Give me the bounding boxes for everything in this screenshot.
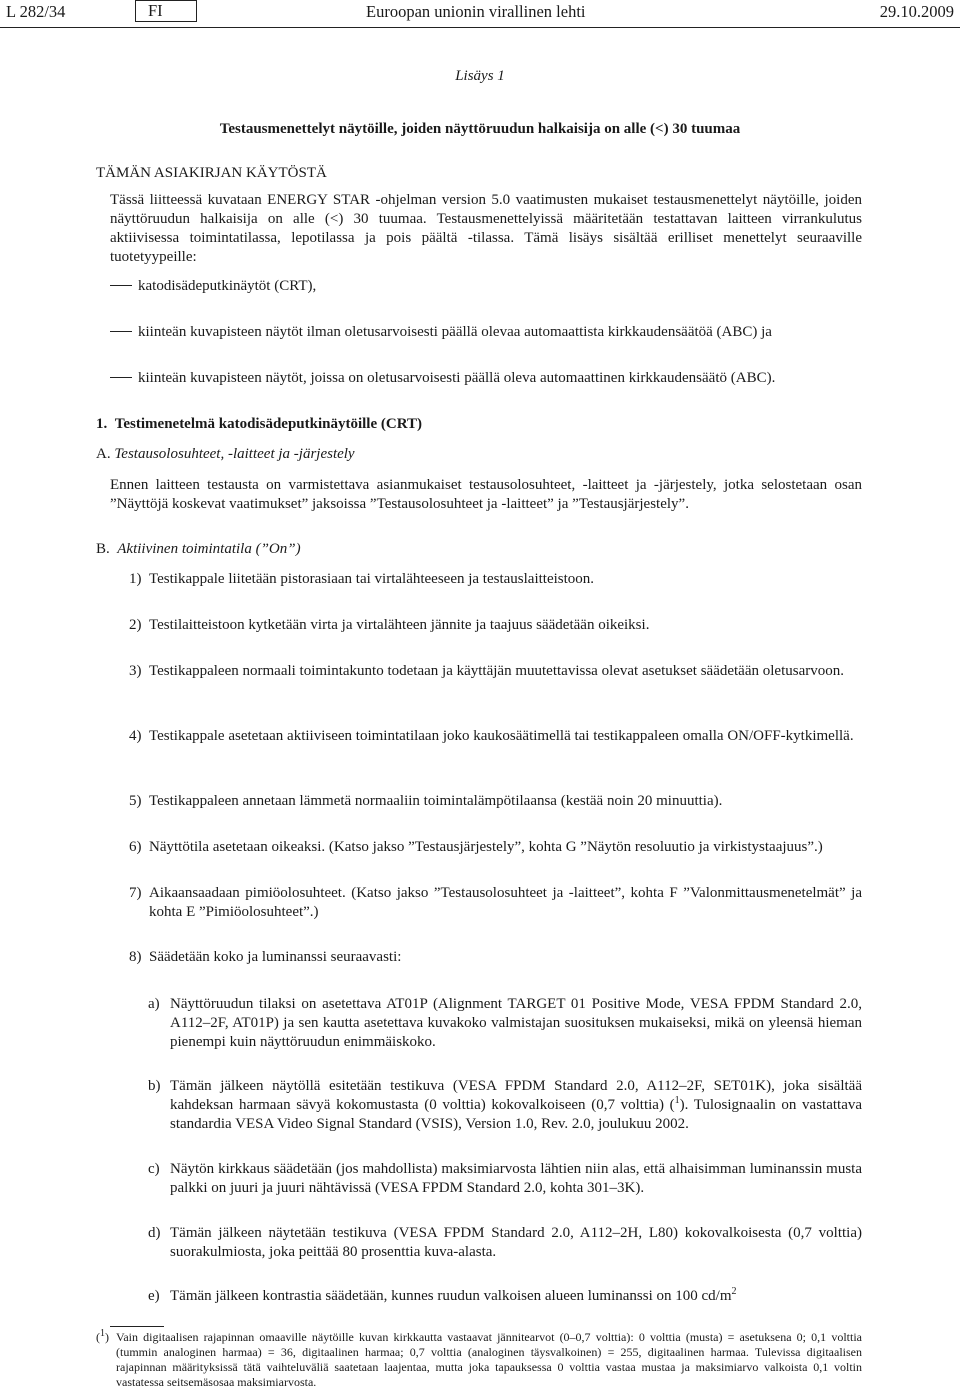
dash-item: kiinteän kuvapisteen näytöt, joissa on oletusarvoisesti päällä oleva automaattinen kirkkaudensäätö (ABC). — [110, 370, 775, 387]
header-rule — [0, 27, 960, 28]
footnote-text: Vain digitaalisen rajapinnan omaaville näytöille kuvan kirkkautta vastaavat jännitearvot (0–0,7 volttia): 0 volttia (musta) = asetuksena 0; 0,1 volttia (tummin analoginen harmaa) = 36, digitaalinen harmaa; 0,7 volttia (analoginen täysvalkoinen) = 255, digitaalinen harmaa. Tulevissa digitaalisen rajapinnan määrityksissä tätä vaihteluväliä saatetaan laajentaa, mutta joka tapauksessa 0 volttia vastaa mustaa ja maksimiarvo valkoista 0,1 voltin vastatessa seitsemäsosaa maksimiarvosta. — [116, 1330, 862, 1389]
page-header — [0, 0, 960, 28]
journal-title: Euroopan unionin virallinen lehti — [366, 2, 586, 21]
section-a-heading: A. Testausolosuhteet, -laitteet ja -järjestely — [96, 446, 355, 462]
dash-marker — [110, 331, 132, 332]
heading-1: 1. Testimenetelmä katodisädeputkinäytöille (CRT) — [96, 416, 423, 432]
section-label: TÄMÄN ASIAKIRJAN KÄYTÖSTÄ — [96, 165, 327, 181]
section-a-paragraph: Ennen laitteen testausta on varmistettava asianmukaiset testausolosuhteet, -laitteet ja -järjestely, jotka selostetaan osan ”Näyttöjä koskevat vaatimukset” jaksoissa ”Testausolosuhteet ja -laitteet” ja ”Testausjärjestely”. — [110, 477, 862, 512]
footnote-ref[interactable]: 1 — [674, 1095, 680, 1106]
intro-paragraph: Tässä liitteessä kuvataan ENERGY STAR -ohjelman version 5.0 vaatimusten mukaiset testausmenettelyt näytöille, joiden näyttöruudun halkaisija on alle (<) 30 tuumaa. Testausmenettelyissä määritetään testattavan laitteen virrankulutus aktiivisessa toimintatilassa, lepotilassa ja pois päältä -tilassa. Tämä lisäys sisältää erilliset menettelyt seuraaville tuotetyypeille: — [110, 192, 862, 265]
document-title: Testausmenettelyt näytöille, joiden näyttöruudun halkaisija on alle (<) 30 tuumaa — [219, 121, 741, 137]
footnote-rule — [110, 1326, 164, 1327]
dash-item: kiinteän kuvapisteen näytöt ilman oletusarvoisesti päällä olevaa automaattista kirkkaudensäätöä (ABC) ja — [110, 324, 772, 341]
document-page: L 282/34 FI Euroopan unionin virallinen lehti 29.10.2009 Lisäys 1 Testausmenettelyt näytöille, joiden näyttöruudun halkaisija on alle (<) 30 tuumaa TÄMÄN ASIAKIRJAN KÄYTÖSTÄ Tässä liitteessä kuvataan ENERGY STAR -ohjelman version 5.0 vaatimusten mukaiset testausmenettelyt näytöille, joiden näyttöruudun halkaisija on alle (<) 30 tuumaa. Testausmenettelyissä määritetään testattavan laitteen virrankulutus aktiivisessa toimintatilassa, lepotilassa ja pois päältä -tilassa. Tämä lisäys sisältää erilliset menettelyt seuraaville tuotetyypeille: katodisädeputkinäytöt (CRT), kiinteän kuvapisteen näytöt ilman oletusarvoisesti päällä olevaa automaattista kirkkaudensäätöä (ABC) ja kiinteän kuvapisteen näytöt, joissa on oletusarvoisesti päällä oleva automaattinen kirkkaudensäätö (ABC). 1. Testimenetelmä katodisädeputkinäytöille (CRT) A. Testausolosuhteet, -laitteet ja -järjestely Ennen laitteen testausta on varmistettava asianmukaiset testausolosuhteet, -laitteet ja -järjestely, jotka selostetaan osan ”Näyttöjä koskevat vaatimukset” jaksoissa ”Testausolosuhteet ja -laitteet” ja ”Testausjärjestely”. B. Aktiivinen toimintatila (”On”) 1) Testikappale liitetään pistorasiaan tai virtalähteeseen ja testauslaitteistoon. 2) Testilaitteistoon kytketään virta ja virtalähteen jännite ja taajuus säädetään oikeiksi. 3) Testikappaleen normaali toimintakunto todetaan ja käyttäjän muutettavissa olevat asetukset säädetään oletusarvoon. 4) Testikappale asetetaan aktiiviseen toimintatilaan joko kaukosäätimellä tai testikappaleen omalla ON/OFF-kytkimellä. 5) Testikappaleen annetaan lämmetä normaaliin toimintalämpötilaansa (kestää noin 20 minuuttia). 6) Näyttötila asetetaan oikeaksi. (Katso jakso ”Testausjärjestely”, kohta G ”Näytön resoluutio ja virkistystaajuus”.) 7) Aikaansaadaan pimiöolosuhteet. (Katso jakso ”Testausolosuhteet ja -laitteet”, kohta F ”Valonmittausmenetelmät” ja kohta E ”Pimiöolosuhteet”.) 8) Säädetään koko ja luminanssi seuraavasti: a) Näyttöruudun tilaksi on asetettava AT01P (Alignment TARGET 01 Positive Mode, VESA FPDM Standard 2.0, A112–2F, AT01P) ja sen kautta asetettava kuvakoko valmistajan suosituksen mukaiseksi, mikä on yleensä hieman pienempi kuin näyttöruudun enimmäiskoko. b) Tämän jälkeen näytöllä esitetään testikuva (VESA FPDM Standard 2.0, A112–2F, SET01K), joka sisältää kahdeksan harmaan sävyä kokomustasta (0 volttia) kokovalkoiseen (0,7 volttia) ($^1$). Tulosignaalin on vastattava standardia VESA Video Signal Standard (VSIS), Version 1.0, Rev. 2.0, joulukuu 2002. c) Näytön kirkkaus säädetään (jos mahdollista) maksimiarvosta lähtien niin alas, että alhaisimman luminanssin musta palkki on juuri ja juuri nähtävissä (VESA FPDM Standard 2.0, kohta 301–3K). d) Tämän jälkeen näytetään testikuva (VESA FPDM Standard 2.0, A112–2H, L80) kokovalkoisesta (0,7 volttia) suorakulmiosta, joka peittää 80 prosenttia kuva-alasta. e) Tämän jälkeen kontrastia säädetään, kunnes ruudun valkoisen alueen luminanssi on 100 $cd/m^2$ ($^1$) Vain digitaalisen rajapinnan omaaville näytöille kuvan kirkkautta vastaavat jännitearvot (0–0,7 volttia): 0 volttia (musta) = asetuksena 0; 0,1 volttia (tummin analoginen harmaa) = 36, digitaalinen harmaa; 0,7 volttia (analoginen täysvalkoinen) = 255, digitaalinen harmaa. Tulevissa digitaalisen rajapinnan määrityksissä tätä vaihteluväliä saatetaan laajentaa, mutta joka tapauksessa 0 volttia vastaa mustaa ja maksimiarvo valkoista 0,1 voltin vastatessa seitsemäsosaa maksimiarvosta. — [0, 0, 960, 1390]
dash-item: katodisädeputkinäytöt (CRT), — [110, 278, 316, 295]
annex-label: Lisäys 1 — [455, 68, 505, 84]
footnote-number: 1 — [100, 1328, 105, 1339]
page-reference: L 282/34 — [6, 2, 66, 21]
dash-marker — [110, 377, 132, 378]
publication-date: 29.10.2009 — [879, 2, 954, 21]
section-b-heading: B. Aktiivinen toimintatila (”On”) — [96, 541, 301, 557]
language-badge: FI — [135, 0, 197, 22]
dash-marker — [110, 285, 132, 286]
